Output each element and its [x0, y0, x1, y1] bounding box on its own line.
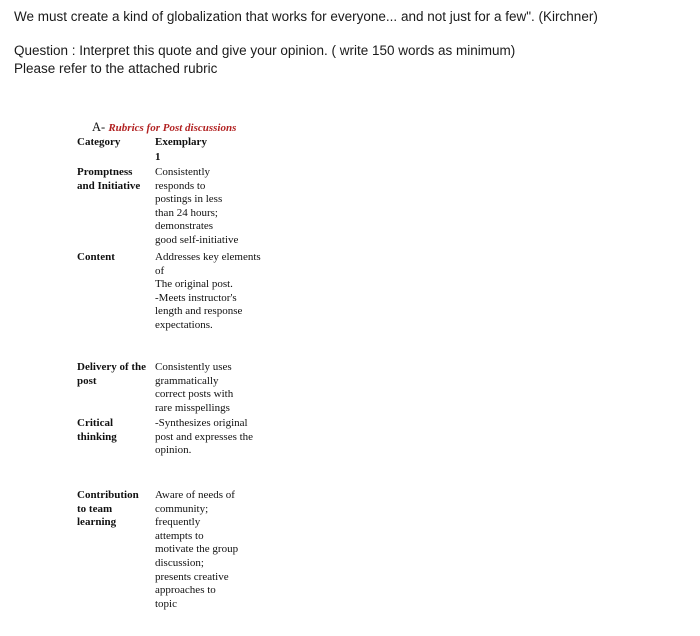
description-line: community;: [155, 502, 209, 515]
description-line: Aware of needs of: [155, 489, 235, 501]
description-line: discussion;: [155, 556, 204, 569]
description-line: grammatically: [155, 374, 219, 387]
category-line: to team: [77, 502, 113, 515]
description-line: than 24 hours;: [155, 206, 218, 219]
description-line: topic: [155, 597, 177, 610]
description-line: motivate the group: [155, 543, 239, 556]
column-header-score: 1: [155, 151, 161, 163]
category-line: Delivery of the: [77, 361, 147, 373]
rubric-title-prefix: A-: [92, 120, 109, 134]
category-line: and Initiative: [77, 179, 141, 192]
description-line: approaches to: [155, 584, 216, 597]
category-line: thinking: [77, 430, 117, 443]
rubric-category: [77, 361, 157, 388]
rubric-title: [92, 120, 236, 135]
rubric-description: [155, 251, 280, 333]
description-line: demonstrates: [155, 220, 214, 233]
rubric-description: [155, 361, 280, 415]
description-line: post and expresses the: [155, 430, 254, 443]
rubric-description: [155, 417, 280, 458]
description-line: correct posts with: [155, 388, 234, 401]
category-line: post: [77, 374, 97, 387]
category-line: Content: [77, 251, 115, 263]
description-line: rare misspellings: [155, 401, 230, 414]
assignment-question: Question : Interpret this quote and give your opinion. ( write 150 words as minimum): [14, 43, 516, 58]
rubric-reference: Please refer to the attached rubric: [14, 61, 218, 76]
category-line: Critical: [77, 417, 114, 429]
category-line: learning: [77, 516, 117, 529]
column-header-exemplary: Exemplary: [155, 136, 207, 148]
description-line: expectations.: [155, 318, 213, 331]
description-line: attempts to: [155, 529, 204, 542]
rubric-title-text: Rubrics for Post discussions: [108, 122, 237, 134]
rubric-category: [77, 251, 157, 265]
description-line: The original post.: [155, 278, 233, 291]
description-line: good self-initiative: [155, 233, 239, 246]
rubric-category: [77, 489, 157, 530]
description-line: postings in less: [155, 193, 223, 206]
description-line: of: [155, 264, 165, 277]
description-line: Consistently: [155, 166, 211, 178]
rubric-description: [155, 166, 280, 248]
description-line: Addresses key elements: [155, 251, 261, 263]
description-line: responds to: [155, 179, 206, 192]
category-line: Promptness: [77, 166, 133, 178]
description-line: presents creative: [155, 570, 229, 583]
description-line: frequently: [155, 516, 201, 529]
description-line: opinion.: [155, 444, 192, 457]
rubric-category: [77, 166, 157, 193]
description-line: length and response: [155, 305, 243, 318]
column-header-category: Category: [77, 136, 121, 148]
rubric-category: [77, 417, 157, 444]
description-line: Consistently uses: [155, 361, 232, 373]
description-line: -Meets instructor's: [155, 291, 237, 304]
assignment-quote: We must create a kind of globalization that works for everyone... and not just for a few". (Kirchner): [14, 9, 598, 24]
description-line: -Synthesizes original: [155, 417, 248, 429]
rubric-description: [155, 489, 280, 611]
category-line: Contribution: [77, 489, 139, 501]
